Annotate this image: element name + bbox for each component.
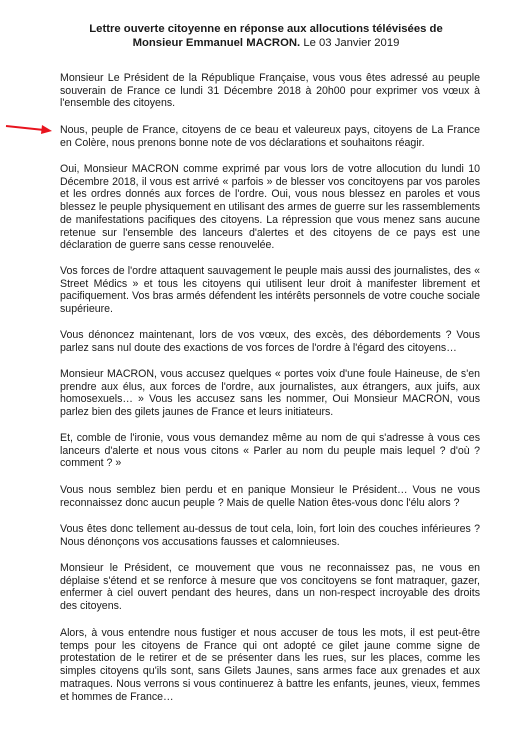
- paragraph-11: Alors, à vous entendre nous fustiger et nous accuser de tous les mots, il est peut-être temps pour les citoyens de France qui ont adopté ce gilet jaune comme signe de protestation de le retirer et de se présenter dans les rues, sur les places, comme les simples citoyens qu'ils sont, sans Gilets Jaunes, sans armes face aux grenades et aux matraques. Nous verrons si vous continuerez à battre les enfants, jeunes, vieux, femmes et hommes de France…: [60, 627, 480, 703]
- paragraph-1: Monsieur Le Président de la République Française, vous vous êtes adressé au peuple souverain de France ce lundi 31 Décembre 2018 à 20h00 pour exprimer vos vœux à l'ensemble des citoyens.: [60, 72, 480, 110]
- paragraph-6: Monsieur MACRON, vous accusez quelques « portes voix d'une foule Haineuse, de s'en prendre aux élus, aux forces de l'ordre, aux journalistes, aux étrangers, aux juifs, aux homosexuels… » Vous les accusez sans les nommer, Oui Monsieur MACRON, vous parlez bien des gilets jaunes de France et leurs initiateurs.: [60, 368, 480, 419]
- title-line-1: Lettre ouverte citoyenne en réponse aux allocutions télévisées de: [89, 23, 443, 35]
- title-recipient: Monsieur Emmanuel MACRON.: [132, 37, 301, 49]
- red-arrow-icon: [4, 120, 54, 136]
- paragraph-10: Monsieur le Président, ce mouvement que vous ne reconnaissez pas, ne vous en déplaise s'étend et se renforce à mesure que vos concitoyens se font matraquer, gazer, enfermer à ciel ouvert pendant des heures, dans un non-respect incroyable des droits des citoyens.: [60, 562, 480, 613]
- title-line-2: [60, 36, 472, 50]
- paragraph-9: Vous êtes donc tellement au-dessus de tout cela, loin, fort loin des couches inférieures ? Nous dénonçons vos accusations fausses et calomnieuses.: [60, 523, 480, 548]
- paragraph-7: Et, comble de l'ironie, vous vous demandez même au nom de qui s'adresse à vous ces lanceurs d'alerte et nous vous citons « Parler au nom du peuple mais lequel ? d'où ? comment ? »: [60, 432, 480, 470]
- paragraph-2: Nous, peuple de France, citoyens de ce beau et valeureux pays, citoyens de La France en Colère, nous prenons bonne note de vos déclarations et souhaitons réagir.: [60, 124, 480, 149]
- letter-date: Le 03 Janvier 2019: [303, 37, 400, 49]
- letter-title: [60, 22, 472, 50]
- paragraph-5: Vous dénoncez maintenant, lors de vos vœux, des excès, des débordements ? Vous parlez sans nul doute des exactions de vos forces de l'ordre à l'égard des citoyens…: [60, 329, 480, 354]
- paragraph-8: Vous nous semblez bien perdu et en panique Monsieur le Président… Vous ne vous reconnaissez donc aucun peuple ? Mais de quelle Nation êtes-vous donc l'élu alors ?: [60, 484, 480, 509]
- paragraph-3: Oui, Monsieur MACRON comme exprimé par vous lors de votre allocution du lundi 10 Décembre 2018, il vous est arrivé « parfois » de blesser vos concitoyens par vos paroles et les ordres donnés aux forces de l'ordre. Oui, vous nous blessez en paroles et vous blessez le peuple physiquement en utilisant des armes de guerre sur les rassemblements de manifestations pacifiques des citoyens. La répression que vous menez sans aucune retenue sur l'ensemble des lanceurs d'alertes et des citoyens de ce pays est une déclaration de guerre sans cesse renouvelée.: [60, 163, 480, 252]
- paragraph-4: Vos forces de l'ordre attaquent sauvagement le peuple mais aussi des journalistes, des « Street Médics » et tous les citoyens qui utilisent leur droit à manifester librement et pacifiquement. Vos bras armés défendent les intérêts personnels de votre couche sociale supérieure.: [60, 265, 480, 316]
